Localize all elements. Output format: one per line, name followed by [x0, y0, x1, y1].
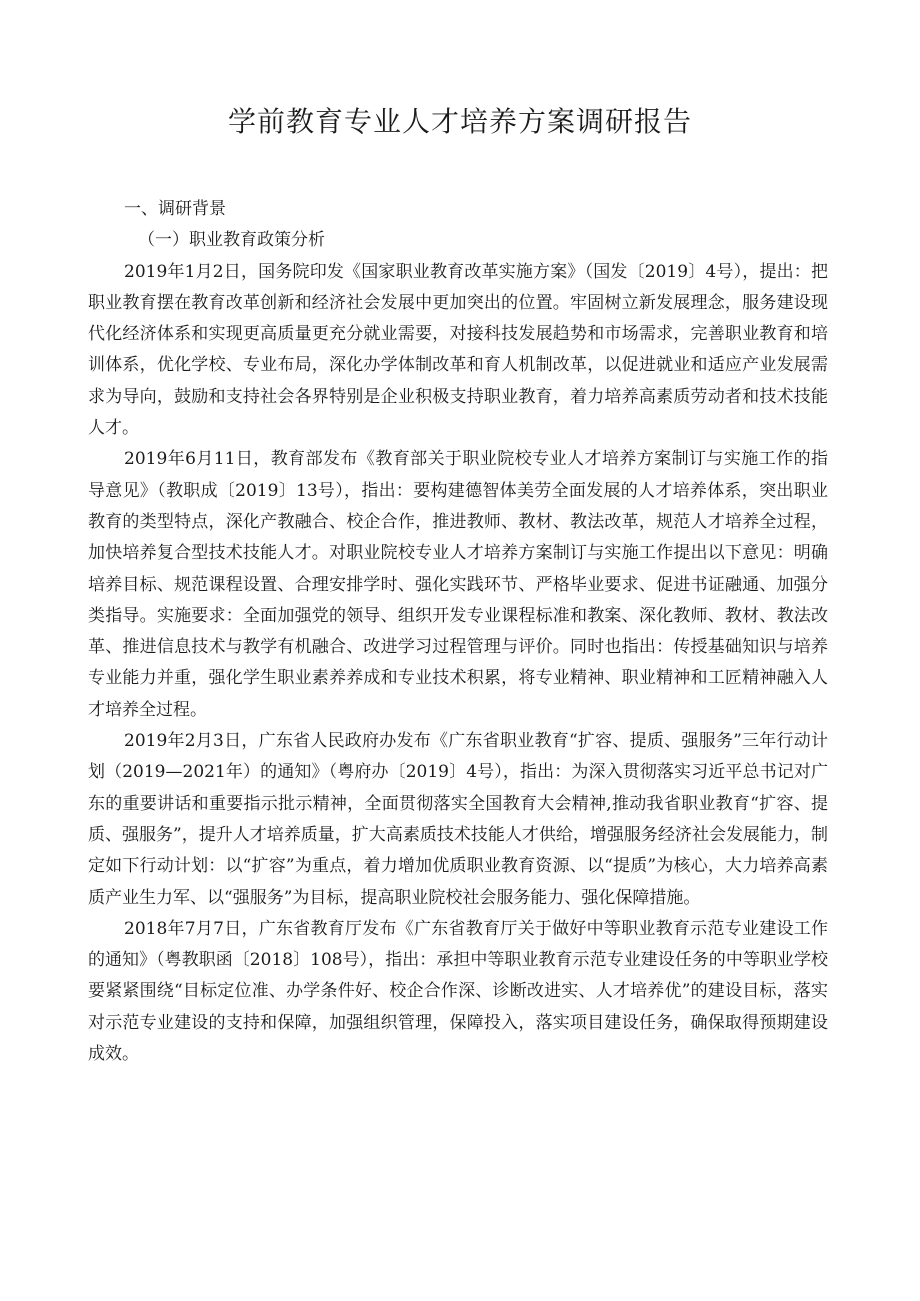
- paragraph-state-council-plan: 2019年1月2日，国务院印发《国家职业教育改革实施方案》（国发〔2019〕4号），提出：把职业教育摆在教育改革创新和经济社会发展中更加突出的位置。牢固树立新发展理念，服务建设现代化经济体系和实现更高质量更充分就业需要，对接科技发展趋势和市场需求，完善职业教育和培训体系，优化学校、专业布局，深化办学体制改革和育人机制改革，以促进就业和适应产业发展需求为导向，鼓励和支持社会各界特别是企业积极支持职业教育，着力培养高素质劳动者和技术技能人才。: [88, 261, 828, 439]
- paragraph-guangdong-action-plan: 2019年2月3日，广东省人民政府办发布《广东省职业教育“扩容、提质、强服务”三年行动计划（2019—2021年）的通知》（粤府办〔2019〕4号），指出：为深入贯彻落实习近平总书记对广东的重要讲话和重要指示批示精神，全面贯彻落实全国教育大会精神,推动我省职业教育“扩容、提质、强服务”，提升人才培养质量，扩大高素质技术技能人才供给，增强服务经济社会发展能力，制定如下行动计划：以“扩容”为重点，着力增加优质职业教育资源、以“提质”为核心，大力培养高素质产业生力军、以“强服务”为目标，提高职业院校社会服务能力、强化保障措施。: [88, 731, 828, 908]
- document-body: [88, 194, 828, 1070]
- subsection-heading: （一）职业教育政策分析: [138, 230, 325, 251]
- paragraph-guangdong-demonstration-notice: 2018年7月7日，广东省教育厅发布《广东省教育厅关于做好中等职业教育示范专业建设工作的通知》（粤教职函〔2018〕108号），指出：承担中等职业教育示范专业建设任务的中等职业学校要紧紧围绕“目标定位准、办学条件好、校企合作深、诊断改进实、人才培养优”的建设目标，落实对示范专业建设的支持和保障，加强组织管理，保障投入，落实项目建设任务，确保取得预期建设成效。: [88, 918, 828, 1065]
- document-title: 学前教育专业人才培养方案调研报告: [227, 105, 692, 138]
- paragraph-ministry-guidance: 2019年6月11日，教育部发布《教育部关于职业院校专业人才培养方案制订与实施工作的指导意见》（教职成〔2019〕13号），指出：要构建德智体美劳全面发展的人才培养体系，突出职业教育的类型特点，深化产教融合、校企合作，推进教师、教材、教法改革，规范人才培养全过程，加快培养复合型技术技能人才。对职业院校专业人才培养方案制订与实施工作提出以下意见：明确培养目标、规范课程设置、合理安排学时、强化实践环节、严格毕业要求、促进书证融通、加强分类指导。实施要求：全面加强党的领导、组织开发专业课程标准和教案、深化教师、教材、教法改革、推进信息技术与教学有机融合、改进学习过程管理与评价。同时也指出：传授基础知识与培养专业能力并重，强化学生职业素养养成和专业技术积累，将专业精神、职业精神和工匠精神融入人才培养全过程。: [88, 449, 828, 720]
- section-heading: 一、调研背景: [124, 199, 226, 219]
